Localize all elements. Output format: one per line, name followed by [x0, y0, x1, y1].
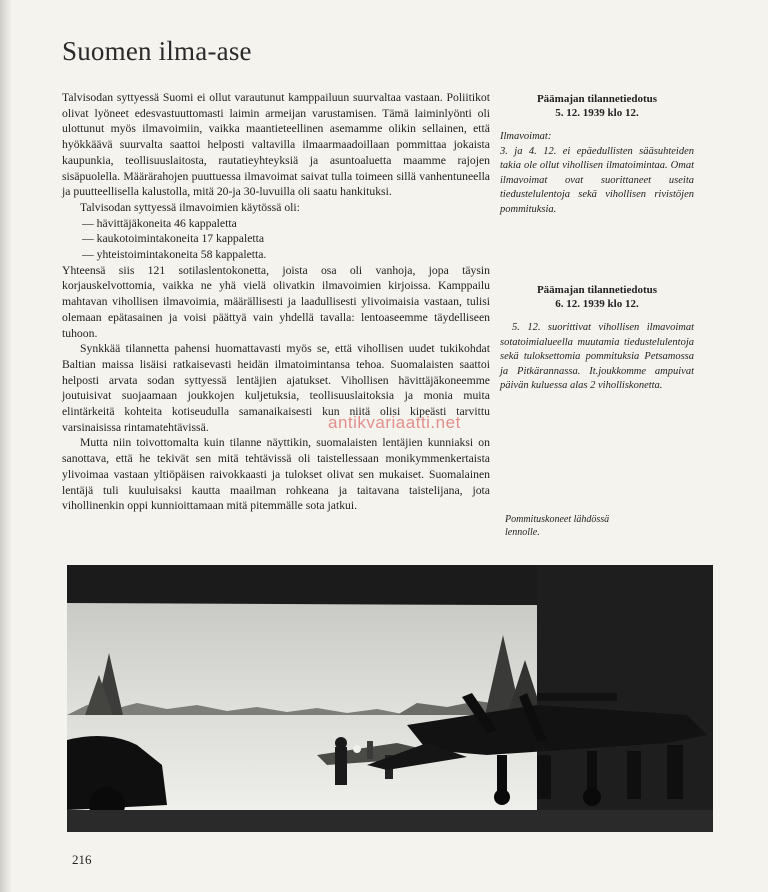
- photo-caption: Pommituskoneet lähdössä lennolle.: [505, 514, 610, 538]
- page-title: Suomen ilma-ase: [62, 36, 252, 66]
- report-heading: Päämajan tilannetiedotus: [536, 284, 658, 296]
- aircraft-list: [62, 216, 490, 263]
- sidebar-report-1: [500, 92, 694, 218]
- book-spine-shadow: [0, 0, 12, 892]
- report-heading: Päämajan tilannetiedotus: [536, 93, 658, 105]
- list-item: — yhteistoimintakoneita 58 kappaletta.: [82, 248, 267, 262]
- watermark: antikvariaatti.net: [328, 413, 461, 432]
- report-date: 6. 12. 1939 klo 12.: [555, 298, 639, 310]
- report-date: 5. 12. 1939 klo 12.: [555, 107, 639, 119]
- report-text: 5. 12. suorittivat vihollisen ilmavoimat sotatoimialueella muutamia tiedustelulentoja sekä tuloksettomia pommituksia Petsamossa ja Pitkärannassa. It.joukkomme ampuivat päivän kuluessa alas 2 viholliskonetta.: [500, 322, 694, 392]
- page-number: 216: [72, 852, 92, 867]
- main-text-column: [62, 90, 490, 514]
- paragraph-4: Synkkää tilannetta pahensi huomattavasti myös se, että vihollisen uudet tukikohdat Baltian maissa lisäisi ratkaisevasti heidän ilmatoimintansa tehoa. Suomalaisten saattoi helposti arvata sodan syttyessä lentäjien ajatukset. Vihollisen hävittäjäkoneemme joutuisivat suojaamaan joukkojen kuljetuksia, teollisuuslaitoksia ja monia muita elintärkeitä kohteita kotiseudulla samanaikaisesti kun niitä olisi kipeästi tarvittu varsinaisissa rintamatehtävissä.: [62, 342, 490, 434]
- list-item: — kaukotoimintakoneita 17 kappaletta: [82, 232, 265, 246]
- report-label: Ilmavoimat:: [500, 131, 552, 142]
- sidebar-report-2: [500, 283, 694, 394]
- paragraph-1: Talvisodan syttyessä Suomi ei ollut varautunut kamppailuun suurvaltaa vastaan. Poliitikot olivat lyöneet edesvastuuttomasti laimin armeijan varustamisen. Tämä laiminlyönti oli ulottunut myös ilmavoimiin, vaikka maantieteellinen asemamme olikin sellainen, että hyökkäävä suurvalta saattoi helposti valtavilla ilmaarmaadoillaan pommittaa jokaista kaupunkia, teollisuuslaitosta, rautatieyhteyksiä ja asuntoaluetta maamme rajojen sisäpuolella. Määrärahojen puuttuessa ilmavoimat saivat tulla toimeen sillä vanhentuneella ja puutteellisella kalustolla, mitä 20-ja 30-luvuilla oli saatu hankituksi.: [62, 91, 490, 199]
- paragraph-5: Mutta niin toivottomalta kuin tilanne näyttikin, suomalaisten lentäjien kunniaksi on sanottava, että he tekivät sen mitä tehtävissä oli taistellessaan monikymmenkertaista ylivoimaa vastaan yltiöpäisen raivokkaasti ja tulokset olivat sen mukaiset. Suomalainen lentäjä tuli kuuluisaksi kautta maailman rohkeana ja taitavana taistelijana, jota vihollinenkin oppi kunnioittamaan mitä pitemmälle sota jatkui.: [62, 436, 490, 513]
- paragraph-3: Yhteensä siis 121 sotilaslentokonetta, joista osa oli vanhoja, jopa täysin korjauskelvottomia, vaikka ne yhä vielä olivatkin ilmavoimien kirjoissa. Kamppailu mahtavan vihollisen ilmavoimia, määrällisesti ja laadullisesti ylivoimaisia vastaan, tulisi olemaan epätasainen ja voisi päättyä vain yhdellä tavalla: lentoaseemme täydelliseen tuhoon.: [62, 263, 490, 340]
- report-text: 3. ja 4. 12. ei epäedullisten sääsuhteiden takia ole ollut vihollisen ilmatoimintaa. Omat ilmavoimat ovat suorittaneet useita tiedustelulentoja sekä vihollisen rivistöjen pommituksia.: [500, 145, 694, 215]
- hangar-photo: [67, 565, 713, 832]
- paragraph-2: Talvisodan syttyessä ilmavoimien käytössä oli:: [80, 200, 300, 214]
- hangar-photo-illustration: [67, 565, 713, 832]
- list-item: — hävittäjäkoneita 46 kappaletta: [82, 216, 237, 230]
